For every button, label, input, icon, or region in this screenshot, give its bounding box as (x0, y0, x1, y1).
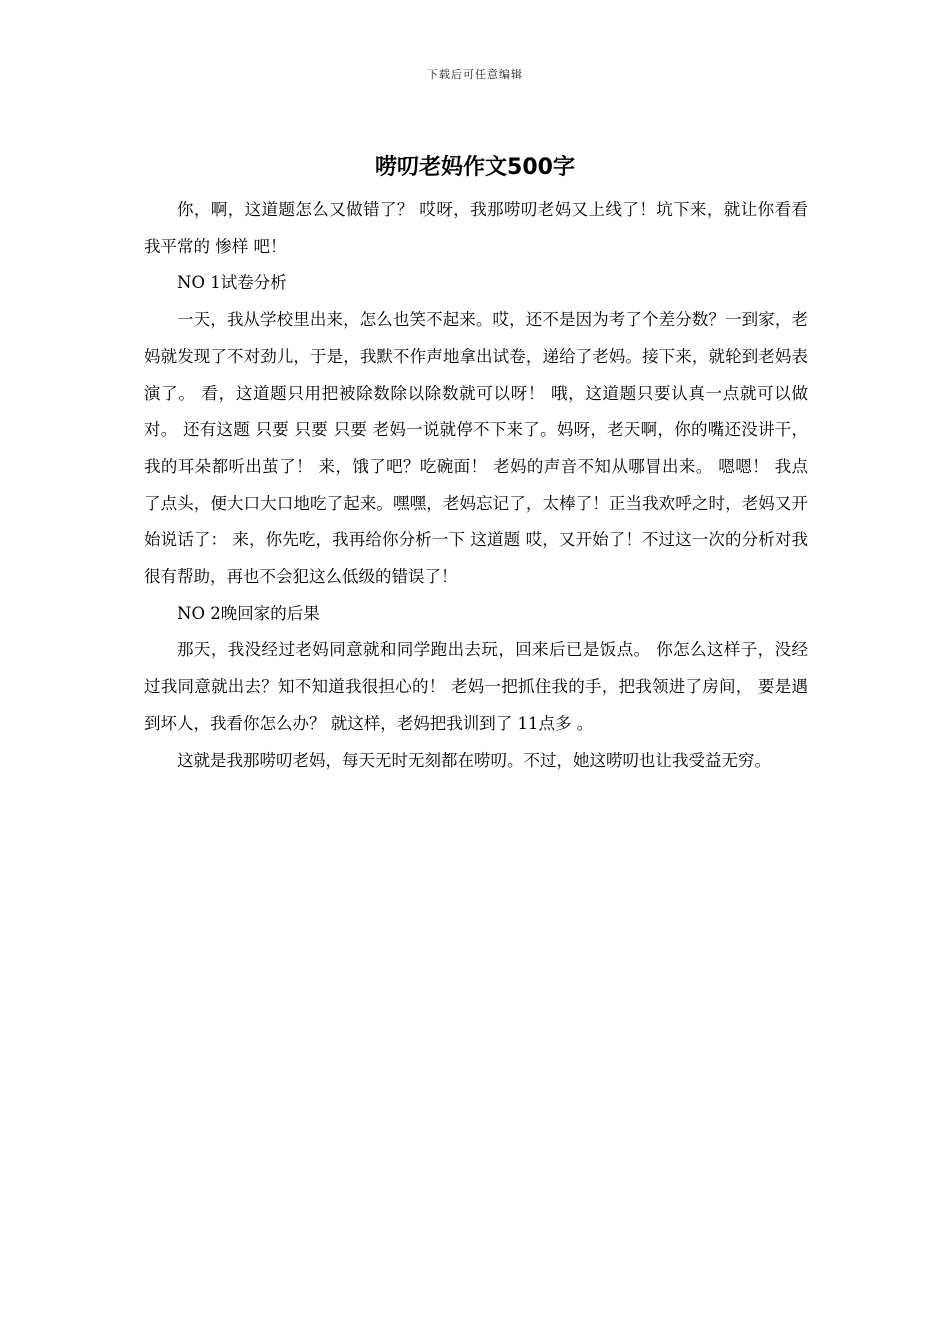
document-body (144, 192, 808, 779)
section-heading-2: NO 2晚回家的后果 (177, 603, 320, 623)
page-header-note: 下载后可任意编辑 (427, 68, 523, 81)
paragraph-intro: 你，啊，这道题怎么又做错了？ 哎呀，我那唠叨老妈又上线了！坑下来，就让你看看我平常的 惨样 吧！ (144, 200, 808, 256)
paragraph-conclusion: 这就是我那唠叨老妈，每天无时无刻都在唠叨。不过，她这唠叨也让我受益无穷。 (177, 750, 771, 770)
section-heading-1: NO 1试卷分析 (177, 273, 287, 293)
paragraph-exam-analysis: 一天，我从学校里出来，怎么也笑不起来。哎，还不是因为考了个差分数？一到家，老妈就发现了不对劲儿，于是，我默不作声地拿出试卷，递给了老妈。接下来，就轮到老妈表演了。 看，这道题只用把被除数除以除数就可以呀！ 哦，这道题只要认真一点就可以做对。 还有这题 只要 只要 只要 老妈一说就停不下来了。妈呀，老天啊，你的嘴还没讲干，我的耳朵都听出茧了！ 来，饿了吧？吃碗面！ 老妈的声音不知从哪冒出来。 嗯嗯！ 我点了点头，便大口大口地吃了起来。嘿嘿，老妈忘记了，太棒了！正当我欢呼之时，老妈又开始说话了： 来，你先吃，我再给你分析一下 这道题 哎，又开始了！不过这一次的分析对我很有帮助，再也不会犯这么低级的错误了！ (144, 310, 808, 587)
paragraph-late-home: 那天，我没经过老妈同意就和同学跑出去玩，回来后已是饭点。 你怎么这样子，没经过我同意就出去？知不知道我很担心的！ 老妈一把抓住我的手，把我领进了房间， 要是遇到坏人，我看你怎么办？ 就这样，老妈把我训到了 11点多 。 (144, 640, 808, 733)
document-title: 唠叨老妈作文500字 (375, 155, 575, 180)
